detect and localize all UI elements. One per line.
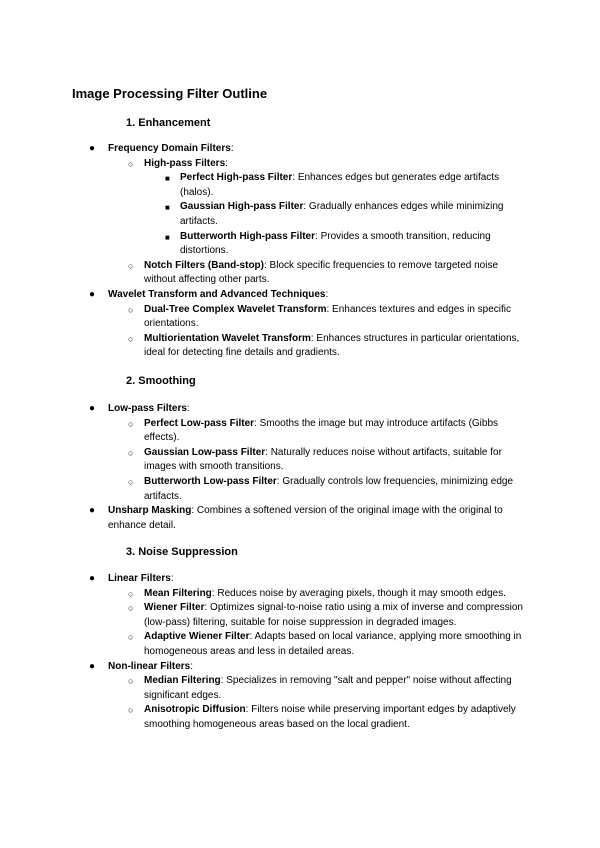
bullet-circle-icon: ○: [128, 447, 134, 458]
item-term: Gaussian High-pass Filter: [180, 201, 304, 213]
bullet-circle-icon: ○: [128, 418, 134, 429]
list-item: [89, 288, 508, 303]
bullet-circle-icon: ○: [128, 260, 134, 271]
bullet-circle-icon: ○: [128, 603, 134, 614]
item-term: Gaussian Low-pass Filter: [144, 446, 266, 458]
page-title: Image Processing Filter Outline: [72, 86, 268, 101]
item-desc: : Specializes in removing "salt and pepper" noise without affecting significant edges.: [144, 675, 512, 701]
item-desc: : Enhances structures in particular orientations, ideal for detecting fine details and gradients.: [144, 332, 520, 359]
item-desc: :: [190, 660, 194, 672]
bullet-circle-icon: ○: [128, 676, 134, 687]
item-desc: : Filters noise while preserving important edges by adaptively smoothing homogeneous areas based on the local gradient.: [144, 704, 516, 730]
item-term: High-pass Filters: [144, 157, 226, 169]
item-desc: : Naturally reduces noise without artifacts, suitable for images with smooth transitions.: [144, 446, 502, 473]
bullet-circle-icon: ○: [128, 705, 134, 716]
item-desc: :: [186, 403, 190, 414]
item-term: Perfect Low-pass Filter: [144, 417, 255, 429]
item-desc: : Gradually enhances edges while minimizing artifacts.: [180, 201, 504, 227]
item-term: Low-pass Filters: [108, 403, 187, 414]
bullet-circle-icon: ○: [128, 304, 134, 315]
bullet-disc-icon: ●: [89, 143, 96, 154]
list-item: [89, 660, 508, 675]
item-term: Butterworth High-pass Filter: [180, 230, 316, 242]
item-desc: :: [325, 288, 329, 300]
list-item: [165, 230, 525, 259]
item-term: Non-linear Filters: [108, 660, 191, 672]
list-item: [128, 601, 524, 630]
list-item: [128, 157, 524, 172]
item-term: Median Filtering: [144, 675, 221, 687]
item-term: Perfect High-pass Filter: [180, 172, 293, 184]
list-item: [89, 402, 508, 417]
list-item: [128, 259, 524, 288]
list-smoothing: [0, 402, 524, 533]
list-item: [89, 504, 508, 533]
bullet-square-icon: ■: [165, 203, 170, 213]
item-desc: : Adapts based on local variance, applying more smoothing in homogeneous areas and less in detailed areas.: [144, 631, 522, 657]
item-desc: : Smooths the image but may introduce artifacts (Gibbs effects).: [144, 417, 499, 444]
item-term: Multiorientation Wavelet Transform: [144, 332, 311, 344]
list-enhancement: [0, 142, 525, 361]
item-term: Wiener Filter: [144, 602, 205, 614]
list-item: [165, 200, 525, 229]
item-desc: : Gradually controls low frequencies, minimizing edge artifacts.: [144, 475, 514, 502]
list-item: [128, 446, 524, 475]
bullet-disc-icon: ●: [89, 505, 96, 517]
bullet-circle-icon: ○: [128, 158, 134, 169]
item-desc: : Combines a softened version of the original image with the original to enhance detail.: [108, 505, 503, 531]
list-item: [89, 572, 508, 587]
item-term: Wavelet Transform and Advanced Techniques: [108, 288, 326, 300]
item-term: Frequency Domain Filters: [108, 143, 231, 154]
item-term: Linear Filters: [108, 573, 171, 584]
bullet-square-icon: ■: [165, 232, 170, 242]
list-noise-suppression: [0, 572, 524, 733]
item-desc: : Optimizes signal-to-noise ratio using a mix of inverse and compression (low-pass) filtering, suitable for noise suppression in degraded images.: [144, 602, 523, 628]
bullet-circle-icon: ○: [128, 632, 134, 643]
list-item: [89, 142, 508, 157]
bullet-disc-icon: ●: [89, 573, 96, 584]
item-term: Anisotropic Diffusion: [144, 704, 246, 716]
bullet-disc-icon: ●: [89, 660, 96, 672]
section-heading-noise-suppression: 3. Noise Suppression: [126, 546, 238, 558]
item-term: Notch Filters (Band-stop): [144, 259, 264, 271]
section-heading-smoothing: 2. Smoothing: [126, 375, 196, 387]
item-desc: : Enhances edges but generates edge artifacts (halos).: [180, 172, 500, 198]
list-item: [128, 332, 524, 361]
list-item: [128, 703, 524, 732]
item-desc: :: [230, 143, 234, 154]
bullet-square-icon: ■: [165, 174, 170, 184]
item-desc: :: [225, 157, 228, 169]
item-term: Mean Filtering: [144, 587, 212, 599]
item-desc: : Enhances textures and edges in specific orientations.: [144, 303, 512, 330]
list-item: [165, 171, 525, 200]
list-item: [128, 475, 524, 504]
list-item: [128, 587, 524, 602]
list-item: [128, 674, 524, 703]
item-desc: : Reduces noise by averaging pixels, though it may smooth edges.: [211, 587, 506, 599]
list-item: [128, 417, 524, 446]
list-item: [128, 630, 524, 659]
bullet-disc-icon: ●: [89, 288, 96, 300]
bullet-disc-icon: ●: [89, 403, 96, 414]
item-term: Dual-Tree Complex Wavelet Transform: [144, 303, 327, 315]
section-heading-enhancement: 1. Enhancement: [126, 117, 211, 129]
item-term: Butterworth Low-pass Filter: [144, 475, 277, 487]
item-desc: : Block specific frequencies to remove targeted noise without affecting other parts.: [144, 259, 499, 286]
bullet-circle-icon: ○: [128, 476, 134, 487]
bullet-circle-icon: ○: [128, 333, 134, 344]
item-term: Unsharp Masking: [108, 505, 192, 517]
item-term: Adaptive Wiener Filter: [144, 631, 250, 643]
list-item: [128, 303, 524, 332]
bullet-circle-icon: ○: [128, 588, 134, 599]
item-desc: : Provides a smooth transition, reducing distortions.: [180, 230, 491, 257]
item-desc: :: [170, 573, 174, 584]
